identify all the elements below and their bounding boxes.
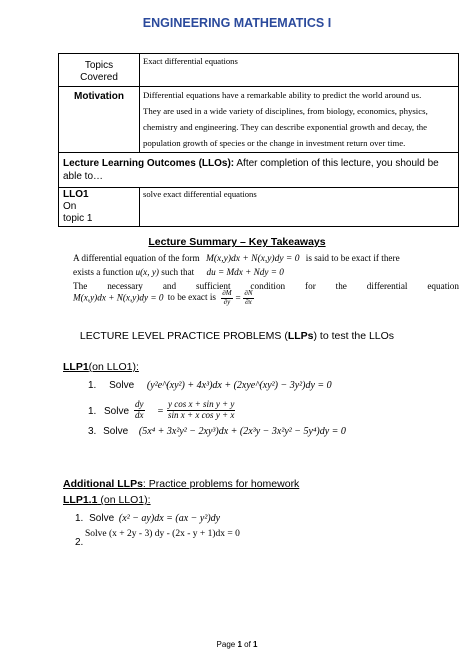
total-differential-equation: du = Mdx + Ndy = 0: [206, 267, 284, 277]
summary-line-1: A differential equation of the form M(x,y)dx + N(x,y)dy = 0 is said to be exact if there: [73, 253, 400, 264]
llp1-1-heading: LLP1.1 (on LLO1):: [63, 494, 151, 506]
problem-2-rhs-fraction: $\frac{\text{y cos x + sin y + y}}{\text{sin x + x cos y + x}}$: [168, 399, 235, 420]
llp1-heading: LLP1(on LLO1):: [63, 361, 139, 373]
motivation-line: Differential equations have a remarkable ability to predict the world around us.: [143, 90, 422, 100]
motivation-line: They are used in a wide variety of disciplines, from biology, economics, physics,: [143, 106, 428, 116]
llo1-label: LLO1: [63, 189, 89, 200]
motivation-text: [140, 87, 458, 151]
function-u: u(x, y): [135, 267, 159, 277]
dy-dx-fraction: $\frac{dy}{dx}$: [135, 399, 144, 420]
partial-m-fraction: $\frac{\partial M}{\partial y}$: [222, 289, 232, 306]
motivation-line: chemistry and engineering. They can describe exponential growth and decay, the: [143, 122, 428, 132]
llo-heading-bold: Lecture Learning Outcomes (LLOs):: [63, 158, 235, 169]
llo1-value-cell: [140, 188, 459, 227]
llo-heading-rest: After completion of this lecture, you should be able to…: [63, 158, 439, 182]
llo1-topic-label: topic 1: [63, 213, 93, 224]
document-title: ENGINEERING MATHEMATICS I: [142, 16, 332, 30]
page-footer: Page 1 of 1: [216, 640, 258, 649]
llo1-label-cell: [59, 188, 140, 227]
additional-problem-1: 1. Solve (x² − ay)dx = (ax − y²)dy: [75, 513, 221, 524]
summary-line-4: M(x,y)dx + N(x,y)dy = 0 to be exact is $\frac{\partial M}{\partial y}$ = $\frac{\partial N}{\partial x}$: [73, 289, 253, 306]
practice-problem-3: 3. Solve (5x⁴ + 3x²y² − 2xy³)dx + (2x³y − 3x²y² − 5y⁴)dy = 0: [88, 426, 346, 437]
additional-llps-heading: Additional LLPs: Practice problems for homework: [63, 478, 300, 490]
summary-title: Lecture Summary – Key Takeaways: [148, 236, 326, 248]
topics-covered-value: Exact differential equations: [143, 56, 238, 66]
summary-line-3: The necessary and sufficient condition for the differential equation: [73, 281, 459, 291]
motivation-line: population growth of species or the change in investment return over time.: [143, 138, 406, 148]
summary-line-2: exists a function u(x, y) such that du = Mdx + Ndy = 0: [73, 267, 284, 277]
topics-covered-value-cell: [140, 54, 459, 87]
practice-title: LECTURE LEVEL PRACTICE PROBLEMS (LLPs) to test the LLOs: [79, 330, 395, 342]
summary-equation: M(x,y)dx + N(x,y)dy = 0: [205, 254, 300, 264]
motivation-label-cell: [59, 87, 140, 153]
total-pages: 1: [253, 640, 258, 649]
topics-table: [58, 53, 459, 227]
exactness-equation: M(x,y)dx + N(x,y)dy = 0: [73, 292, 164, 303]
motivation-value-cell: [140, 87, 459, 153]
partial-n-fraction: $\frac{\partial N}{\partial x}$: [244, 289, 253, 306]
current-page: 1: [237, 640, 242, 649]
topics-covered-label-cell: [59, 54, 140, 87]
problem-1-equation: (y²e^(xy²) + 4x³)dx + (2xye^(xy²) − 3y²)dy = 0: [146, 380, 332, 391]
llo-heading-cell: [59, 153, 459, 188]
llo1-on-label: On: [63, 201, 77, 212]
additional-problem-2-equation: Solve (x + 2y - 3) dy - (2x - y + 1)dx = 0: [85, 529, 240, 539]
problem-3-equation: (5x⁴ + 3x²y² − 2xy³)dx + (2x³y − 3x²y² − 5y⁴)dy = 0: [138, 426, 346, 437]
motivation-label: Motivation: [74, 91, 124, 102]
practice-problem-1: 1. Solve (y²e^(xy²) + 4x³)dx + (2xye^(xy²) − 3y²)dy = 0: [88, 380, 332, 391]
topics-covered-label: Topics Covered: [80, 60, 118, 83]
additional-problem-1-equation: (x² − ay)dx = (ax − y²)dy: [118, 513, 221, 524]
llo1-value: solve exact differential equations: [143, 189, 257, 199]
